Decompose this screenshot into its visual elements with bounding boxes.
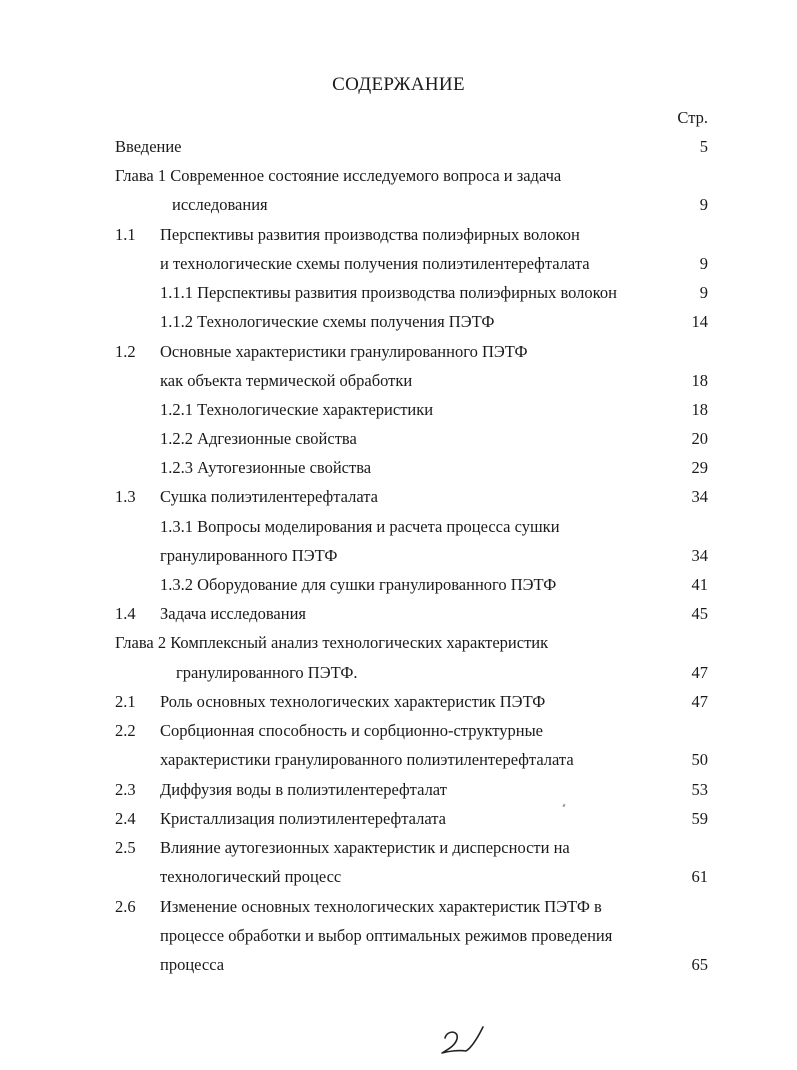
toc-entry-number: 2.2	[115, 721, 136, 740]
toc-entry-page: 18	[691, 371, 708, 390]
toc-entry-line: процессе обработки и выбор оптимальных режимов проведения	[160, 926, 613, 945]
toc-entry-number: 2.1	[115, 692, 136, 711]
toc-entry-line: Сорбционная способность и сорбционно-структурные	[160, 721, 544, 740]
toc-entry-line: исследования	[172, 195, 268, 214]
toc-entry-page: 29	[691, 458, 708, 477]
toc-entry-page: 47	[691, 692, 708, 711]
toc-entry-line: Глава 2 Комплексный анализ технологических характеристик	[115, 633, 549, 652]
toc-entry-line: Перспективы развития производства полиэфирных волокон	[160, 225, 580, 244]
toc-entry-number: 1.1	[115, 225, 136, 244]
page-title: СОДЕРЖАНИЕ	[332, 74, 465, 95]
toc-entry-line: 1.2.3 Аутогезионные свойства	[160, 458, 372, 477]
toc-entry-line: Изменение основных технологических характеристик ПЭТФ в	[160, 897, 602, 916]
toc-entry-number: 1.3	[115, 487, 136, 506]
toc-entry-line: гранулированного ПЭТФ	[160, 546, 338, 565]
toc-entry-page: 50	[691, 750, 708, 769]
toc-entry-line: Глава 1 Современное состояние исследуемого вопроса и задача	[115, 166, 562, 185]
toc-entry-page: 53	[691, 780, 708, 799]
toc-entry-page: 47	[691, 663, 708, 682]
toc-entry-line: Задача исследования	[160, 604, 307, 623]
toc-entry-line: 1.2.1 Технологические характеристики	[160, 400, 434, 419]
toc-entry-line: гранулированного ПЭТФ.	[176, 663, 358, 682]
toc-entry-number: 1.4	[115, 604, 136, 623]
toc-entry-number: 1.2	[115, 342, 136, 361]
toc-entry-page: 18	[691, 400, 708, 419]
toc-entry-line: и технологические схемы получения полиэтилентерефталата	[160, 254, 590, 273]
page-column-header: Стр.	[677, 108, 708, 127]
toc-entry-page: 65	[691, 955, 708, 974]
toc-entry-page: 14	[691, 312, 708, 331]
scan-speck	[562, 804, 565, 808]
toc-entry-number: 2.5	[115, 838, 136, 857]
toc-entry-line: Основные характеристики гранулированного ПЭТФ	[160, 342, 528, 361]
toc-entry-page: 34	[691, 487, 708, 506]
toc-entry-line: 1.2.2 Адгезионные свойства	[160, 429, 357, 448]
toc-entry-page: 34	[691, 546, 708, 565]
toc-entry-line: Кристаллизация полиэтилентерефталата	[160, 809, 446, 828]
handwritten-page-number	[433, 1022, 493, 1058]
toc-entry-line: процесса	[160, 955, 225, 974]
toc-entry-line: Влияние аутогезионных характеристик и дисперсности на	[160, 838, 570, 857]
toc-entry-page: 9	[699, 195, 708, 214]
toc-entry-line: 1.3.1 Вопросы моделирования и расчета процесса сушки	[160, 517, 560, 536]
toc-entry-line: Введение	[115, 137, 182, 156]
toc-entry-page: 45	[691, 604, 708, 623]
toc-entry-line: Роль основных технологических характеристик ПЭТФ	[160, 692, 546, 711]
toc-entry-line: технологический процесс	[160, 867, 342, 886]
toc-entry-line: характеристики гранулированного полиэтилентерефталата	[160, 750, 574, 769]
toc-entry-page: 9	[699, 283, 708, 302]
toc-entry-page: 20	[691, 429, 708, 448]
toc-entry-number: 2.6	[115, 897, 136, 916]
toc-entry-page: 9	[699, 254, 708, 273]
toc-entry-number: 2.4	[115, 809, 136, 828]
toc-entry-page: 61	[691, 867, 708, 886]
toc-entry-page: 5	[699, 137, 708, 156]
toc-entry-line: Сушка полиэтилентерефталата	[160, 487, 378, 506]
toc-entry-line: как объекта термической обработки	[160, 371, 413, 390]
toc-entry-number: 2.3	[115, 780, 136, 799]
toc-entry-page: 41	[691, 575, 708, 594]
toc-entry-line: 1.3.2 Оборудование для сушки гранулированного ПЭТФ	[160, 575, 557, 594]
toc-entry-line: 1.1.1 Перспективы развития производства полиэфирных волокон	[160, 283, 617, 302]
toc-entry-line: 1.1.2 Технологические схемы получения ПЭТФ	[160, 312, 495, 331]
toc-entry-line: Диффузия воды в полиэтилентерефталат	[160, 780, 447, 799]
toc-entry-page: 59	[691, 809, 708, 828]
